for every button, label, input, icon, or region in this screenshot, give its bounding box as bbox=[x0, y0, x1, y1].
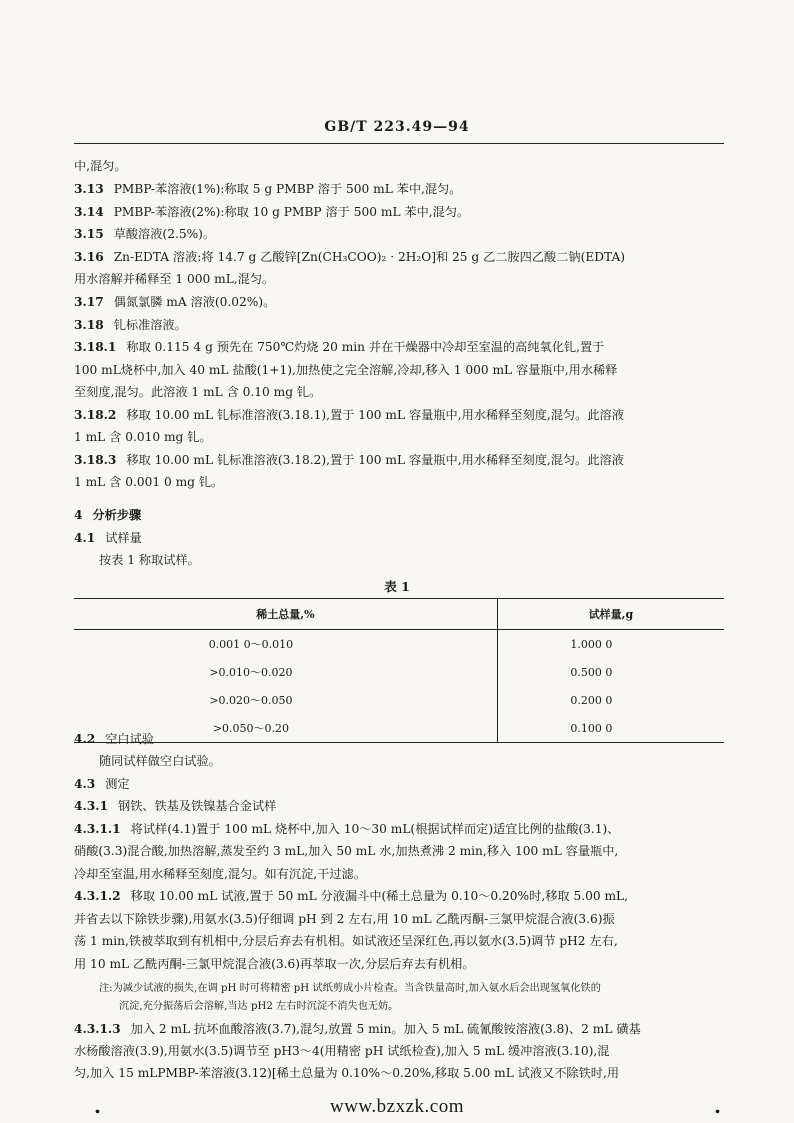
clause-3-15: 3.15 草酸溶液(2.5%)。 bbox=[74, 227, 216, 241]
page-mark: . bbox=[94, 1094, 101, 1118]
header-rule bbox=[74, 143, 724, 144]
clause-3-18-2: 3.18.2 移取 10.00 mL 钆标准溶液(3.18.1),置于 100 mL 容量瓶中,用水稀释至刻度,混匀。此溶液 bbox=[74, 408, 624, 422]
body-line: 荡 1 min,铁被萃取到有机相中,分层后弃去有机相。如试液还呈深红色,再以氨水(3.5)调节 pH2 左右, bbox=[74, 934, 618, 948]
table-row bbox=[74, 630, 724, 659]
note-line: 沉淀,充分振荡后会溶解,当达 pH2 左右时沉淀不消失也无妨。 bbox=[119, 1001, 399, 1012]
body-line: 100 mL烧杯中,加入 40 mL 盐酸(1+1),加热使之完全溶解,冷却,移入 1 000 mL 容量瓶中,用水稀释 bbox=[74, 363, 618, 377]
clause-3-18: 3.18 钆标准溶液。 bbox=[74, 318, 187, 332]
table-cell: 0.200 0 bbox=[570, 693, 613, 707]
table-row bbox=[74, 686, 724, 714]
body-line: 用 10 mL 乙酰丙酮-三氯甲烷混合液(3.6)再萃取一次,分层后弃去有机相。 bbox=[74, 957, 475, 971]
table-cell: 0.100 0 bbox=[497, 714, 724, 743]
body-line: 1 mL 含 0.010 mg 钆。 bbox=[74, 430, 212, 444]
standard-number-header: GB/T 223.49—94 bbox=[324, 119, 470, 135]
clause-4-1: 4.1 试样量 bbox=[74, 531, 142, 545]
clause-3-18-1: 3.18.1 称取 0.115 4 g 预先在 750℃灼烧 20 min 并在干燥器中冷却至室温的高纯氧化钆,置于 bbox=[74, 340, 605, 354]
footer-watermark-url[interactable]: www.bzxzk.com bbox=[329, 1096, 464, 1117]
body-line: 水杨酸溶液(3.9),用氨水(3.5)调节至 pH3～4(用精密 pH 试纸检查),加入 5 mL 缓冲溶液(3.10),混 bbox=[74, 1044, 610, 1058]
table-cell: >0.010～0.020 bbox=[74, 658, 497, 686]
clause-3-18-3: 3.18.3 移取 10.00 mL 钆标准溶液(3.18.2),置于 100 mL 容量瓶中,用水稀释至刻度,混匀。此溶液 bbox=[74, 453, 624, 467]
body-line: 匀,加入 15 mLPMBP-苯溶液(3.12)[稀土总量为 0.10%～0.20%,移取 5.00 mL 试液又不除铁时,用 bbox=[74, 1066, 620, 1080]
table-cell: 0.001 0～0.010 bbox=[74, 630, 497, 659]
sample-mass-table bbox=[74, 598, 724, 743]
clause-4-3-1-1: 4.3.1.1 将试样(4.1)置于 100 mL 烧杯中,加入 10～30 mL(根据试样而定)适宜比例的盐酸(3.1)、 bbox=[74, 822, 620, 836]
table-caption: 表 1 bbox=[384, 579, 410, 594]
table-row bbox=[74, 658, 724, 686]
clause-3-17: 3.17 偶氮氯膦 mA 溶液(0.02%)。 bbox=[74, 295, 276, 309]
body-line: 1 mL 含 0.001 0 mg 钆。 bbox=[74, 475, 224, 489]
body-line: 中,混匀。 bbox=[74, 159, 127, 173]
body-line: 冷却至室温,用水稀释至刻度,混匀。如有沉淀,干过滤。 bbox=[74, 867, 366, 881]
table-cell: >0.020～0.050 bbox=[74, 686, 497, 714]
clause-4-3-1: 4.3.1 钢铁、铁基及铁镍基合金试样 bbox=[74, 799, 277, 813]
section-4-title: 4 分析步骤 bbox=[74, 508, 142, 522]
clause-4-3-1-3: 4.3.1.3 加入 2 mL 抗坏血酸溶液(3.7),混匀,放置 5 min。加入 5 mL 硫氰酸铵溶液(3.8)、2 mL 磺基 bbox=[74, 1022, 641, 1036]
clause-3-14: 3.14 PMBP-苯溶液(2%):称取 10 g PMBP 溶于 500 mL 苯中,混匀。 bbox=[74, 205, 470, 219]
body-line: 并省去以下除铁步骤),用氨水(3.5)仔细调 pH 到 2 左右,用 10 mL 乙酰丙酮-三氯甲烷混合液(3.6)振 bbox=[74, 912, 615, 926]
note-line: 注:为减少试液的损失,在调 pH 时可将精密 pH 试纸剪成小片检查。当含铁量高时,加入氨水后会出现氢氧化铁的 bbox=[99, 983, 601, 994]
body-line: 用水溶解并稀释至 1 000 mL,混匀。 bbox=[74, 272, 275, 286]
body-line: 至刻度,混匀。此溶液 1 mL 含 0.10 mg 钆。 bbox=[74, 385, 322, 399]
page-mark: . bbox=[714, 1094, 721, 1118]
table-header-cell: 试样量,g bbox=[497, 599, 724, 630]
table-header-cell: 稀土总量,% bbox=[74, 599, 497, 630]
table-cell: 1.000 0 bbox=[570, 637, 613, 651]
body-line: 按表 1 称取试样。 bbox=[99, 553, 200, 567]
table-cell: 0.500 0 bbox=[570, 665, 613, 679]
table-cell: >0.050～0.20 bbox=[74, 714, 497, 743]
clause-4-3-1-2: 4.3.1.2 移取 10.00 mL 试液,置于 50 mL 分液漏斗中(稀土总量为 0.10～0.20%时,移取 5.00 mL, bbox=[74, 889, 628, 903]
clause-3-13: 3.13 PMBP-苯溶液(1%):称取 5 g PMBP 溶于 500 mL 苯中,混匀。 bbox=[74, 182, 462, 196]
clause-4-3: 4.3 测定 bbox=[74, 777, 130, 791]
clause-4-2: 4.2 空白试验 bbox=[74, 732, 154, 746]
clause-3-16: 3.16 Zn-EDTA 溶液:将 14.7 g 乙酸锌[Zn(CH₃COO)₂ · 2H₂O]和 25 g 乙二胺四乙酸二钠(EDTA) bbox=[74, 250, 626, 264]
body-line: 硝酸(3.3)混合酸,加热溶解,蒸发至约 3 mL,加入 50 mL 水,加热煮沸 2 min,移入 100 mL 容量瓶中, bbox=[74, 844, 619, 858]
body-line: 随同试样做空白试验。 bbox=[99, 754, 221, 768]
